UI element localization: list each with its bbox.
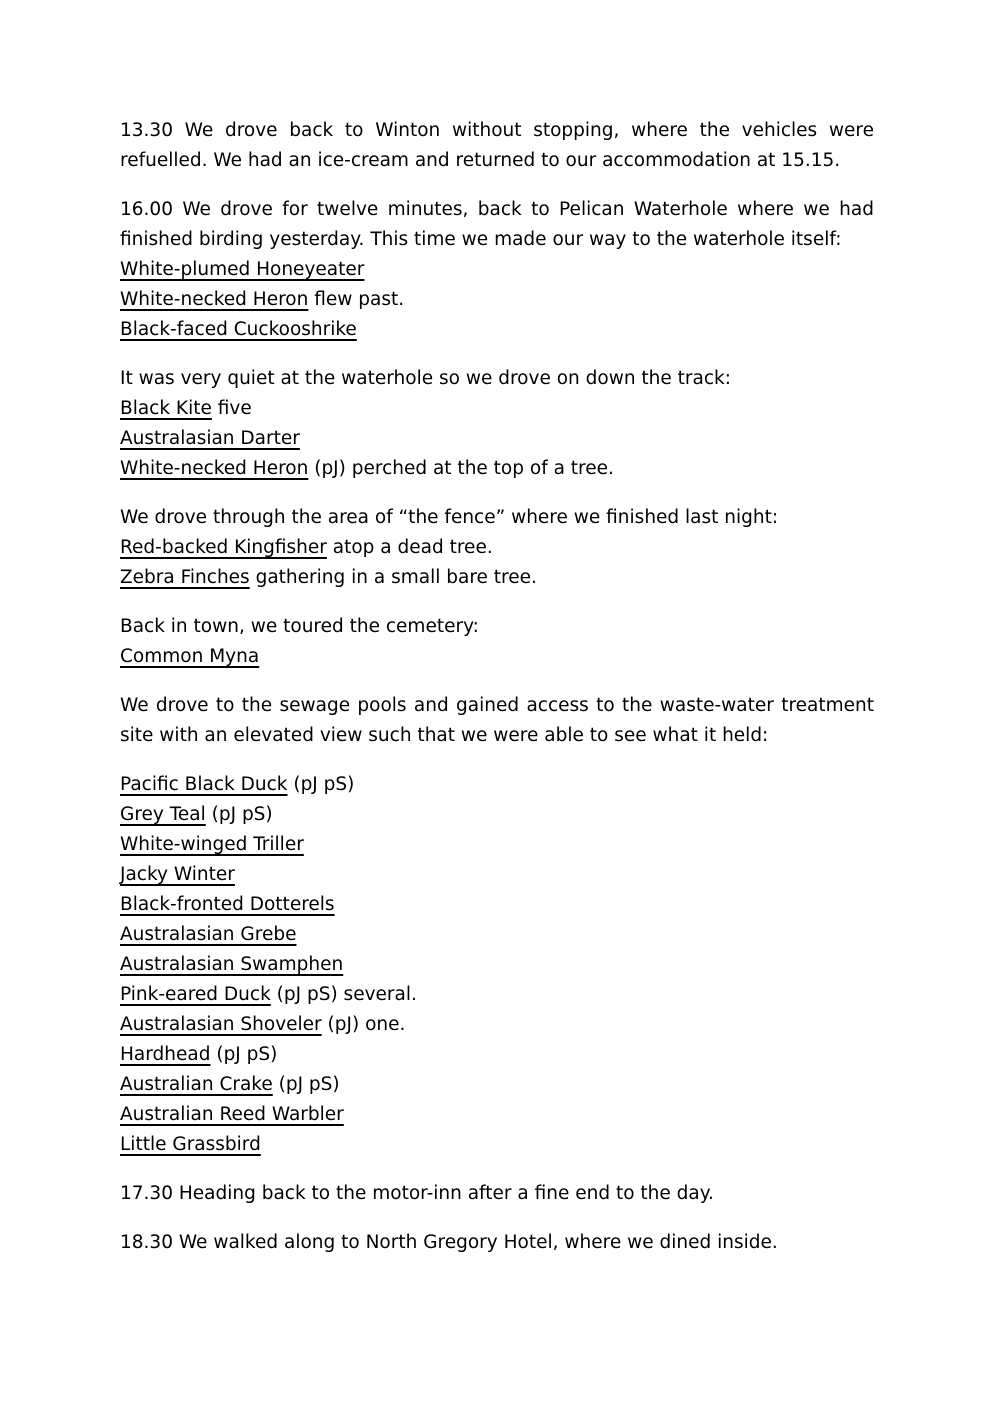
text-segment: gathering in a small bare tree. bbox=[249, 567, 537, 588]
bird-record-line bbox=[120, 830, 874, 860]
text-segment: 13.30 We drove back to Winton without stopping, where the vehicles were refuelled. We had an ice-cream and returned to our accommodation at 15.15. bbox=[120, 120, 874, 171]
paragraph bbox=[120, 1179, 874, 1209]
text-segment: We drove through the area of “the fence” where we finished last night: bbox=[120, 507, 779, 528]
bird-name: Pacific Black Duck bbox=[120, 774, 288, 795]
bird-record-line bbox=[120, 315, 874, 345]
bird-record-line bbox=[120, 1040, 874, 1070]
bird-record-line bbox=[120, 1010, 874, 1040]
bird-name: White-winged Triller bbox=[120, 834, 304, 855]
bird-name: Australasian Darter bbox=[120, 428, 300, 449]
bird-name: Black-faced Cuckooshrike bbox=[120, 319, 357, 340]
bird-name: Australasian Shoveler bbox=[120, 1014, 322, 1035]
paragraph bbox=[120, 503, 874, 533]
text-segment: (pJ pS) bbox=[287, 774, 355, 795]
text-segment: (pJ pS) bbox=[272, 1074, 340, 1095]
document-body bbox=[120, 116, 874, 1258]
bird-record-line bbox=[120, 980, 874, 1010]
text-group bbox=[120, 691, 874, 751]
paragraph bbox=[120, 364, 874, 394]
bird-record-line bbox=[120, 255, 874, 285]
paragraph bbox=[120, 612, 874, 642]
text-segment: (pJ pS) bbox=[210, 1044, 278, 1065]
text-group bbox=[120, 770, 874, 1160]
paragraph bbox=[120, 691, 874, 751]
paragraph bbox=[120, 195, 874, 255]
text-segment: 17.30 Heading back to the motor-inn after a fine end to the day. bbox=[120, 1183, 714, 1204]
bird-name: Australasian Grebe bbox=[120, 924, 297, 945]
bird-name: Pink-eared Duck bbox=[120, 984, 271, 1005]
bird-name: Australian Crake bbox=[120, 1074, 273, 1095]
bird-name: Black Kite bbox=[120, 398, 212, 419]
bird-name: Black-fronted Dotterels bbox=[120, 894, 335, 915]
bird-record-line bbox=[120, 642, 874, 672]
bird-name: Australasian Swamphen bbox=[120, 954, 344, 975]
text-segment: (pJ) perched at the top of a tree. bbox=[308, 458, 614, 479]
bird-name: Jacky Winter bbox=[120, 864, 235, 885]
text-segment: (pJ pS) bbox=[205, 804, 273, 825]
text-segment: flew past. bbox=[308, 289, 405, 310]
bird-record-line bbox=[120, 394, 874, 424]
bird-record-line bbox=[120, 950, 874, 980]
text-group bbox=[120, 612, 874, 672]
bird-record-line bbox=[120, 770, 874, 800]
text-segment: (pJ pS) several. bbox=[270, 984, 417, 1005]
bird-record-line bbox=[120, 424, 874, 454]
text-group bbox=[120, 1179, 874, 1209]
text-segment: Back in town, we toured the cemetery: bbox=[120, 616, 479, 637]
paragraph bbox=[120, 1228, 874, 1258]
text-segment: atop a dead tree. bbox=[326, 537, 493, 558]
text-segment: It was very quiet at the waterhole so we drove on down the track: bbox=[120, 368, 731, 389]
text-segment: five bbox=[211, 398, 252, 419]
bird-name: White-necked Heron bbox=[120, 458, 309, 479]
text-segment: 16.00 We drove for twelve minutes, back to Pelican Waterhole where we had finished birding yesterday. This time we made our way to the waterhole itself: bbox=[120, 199, 874, 250]
text-group bbox=[120, 116, 874, 176]
bird-record-line bbox=[120, 454, 874, 484]
bird-name: Grey Teal bbox=[120, 804, 206, 825]
bird-record-line bbox=[120, 890, 874, 920]
text-group bbox=[120, 503, 874, 593]
bird-name: Little Grassbird bbox=[120, 1134, 261, 1155]
bird-record-line bbox=[120, 1070, 874, 1100]
bird-record-line bbox=[120, 800, 874, 830]
bird-record-line bbox=[120, 920, 874, 950]
bird-name: Common Myna bbox=[120, 646, 260, 667]
bird-name: Australian Reed Warbler bbox=[120, 1104, 344, 1125]
text-group bbox=[120, 195, 874, 345]
text-segment: 18.30 We walked along to North Gregory Hotel, where we dined inside. bbox=[120, 1232, 778, 1253]
bird-name: Red-backed Kingfisher bbox=[120, 537, 327, 558]
bird-record-line bbox=[120, 285, 874, 315]
bird-record-line bbox=[120, 1100, 874, 1130]
text-segment: We drove to the sewage pools and gained access to the waste-water treatment site with an elevated view such that we were able to see what it held: bbox=[120, 695, 874, 746]
bird-record-line bbox=[120, 533, 874, 563]
bird-name: White-necked Heron bbox=[120, 289, 309, 310]
text-group bbox=[120, 364, 874, 484]
bird-record-line bbox=[120, 860, 874, 890]
bird-record-line bbox=[120, 563, 874, 593]
bird-record-line bbox=[120, 1130, 874, 1160]
bird-name: Hardhead bbox=[120, 1044, 211, 1065]
text-segment: (pJ) one. bbox=[321, 1014, 406, 1035]
paragraph bbox=[120, 116, 874, 176]
text-group bbox=[120, 1228, 874, 1258]
bird-name: Zebra Finches bbox=[120, 567, 250, 588]
bird-name: White-plumed Honeyeater bbox=[120, 259, 365, 280]
